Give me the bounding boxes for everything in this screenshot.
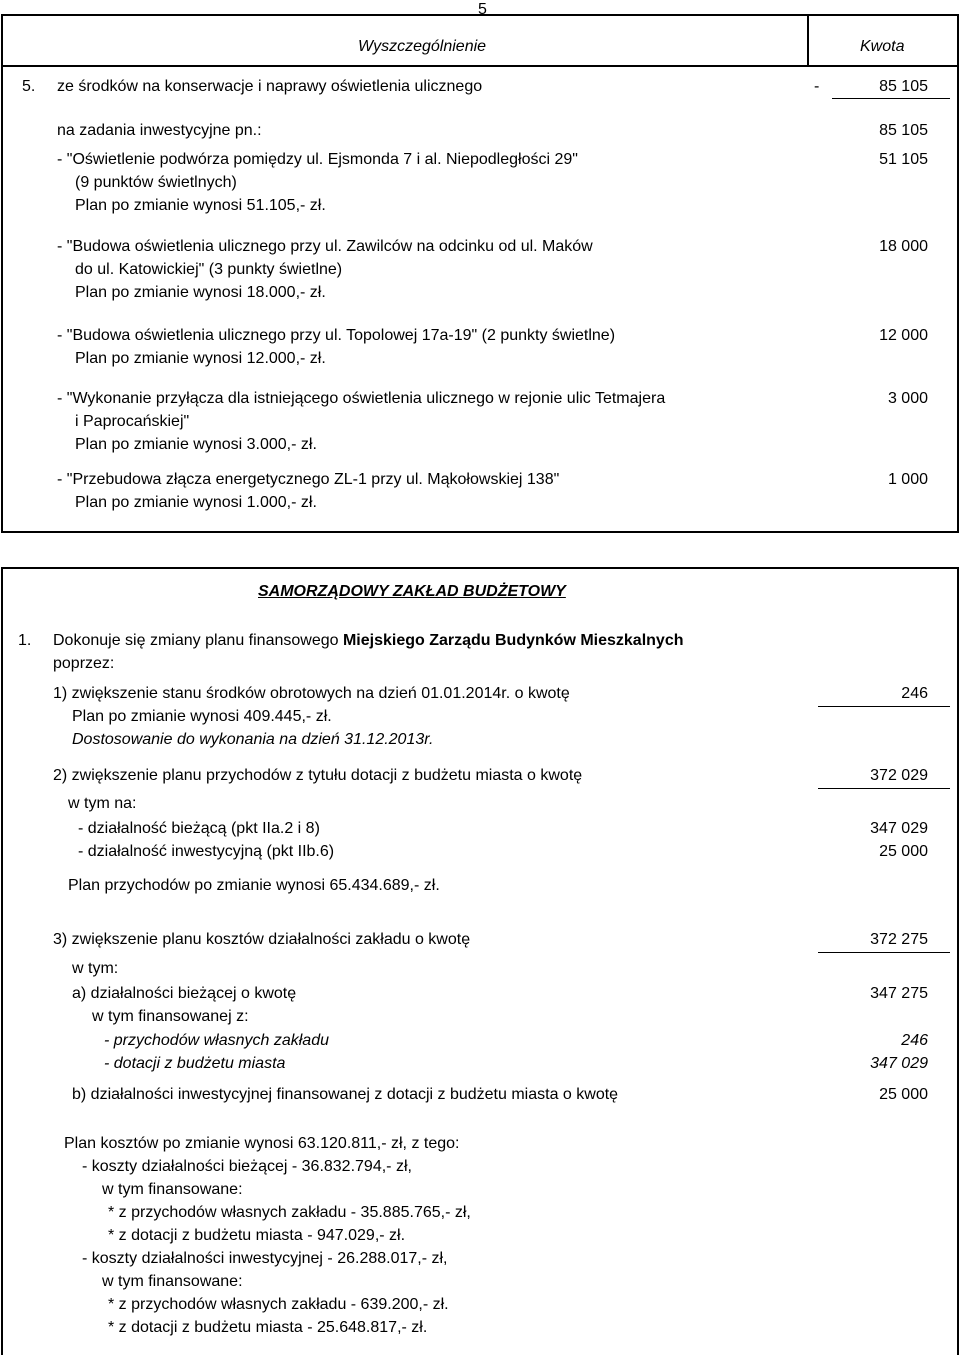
item-line: - "Wykonanie przyłącza dla istniejącego oświetlenia ulicznego w rejonie ulic Tetmajera <box>57 390 666 407</box>
item-line: Plan po zmianie wynosi 3.000,- zł. <box>75 436 317 453</box>
item-line: Plan po zmianie wynosi 1.000,- zł. <box>75 494 317 511</box>
invest-label: na zadania inwestycyjne pn.: <box>57 122 262 139</box>
item-line: i Paprocańskiej" <box>75 413 190 430</box>
p3-b-text: b) działalności inwestycyjnej finansowanej z dotacji z budżetu miasta o kwotę <box>72 1086 619 1103</box>
p3-a2-amount: 347 029 <box>870 1055 928 1072</box>
p3-a1-text: - przychodów własnych zakładu <box>104 1032 329 1049</box>
item-line: - "Przebudowa złącza energetycznego ZL-1 przy ul. Mąkołowskiej 138" <box>57 471 560 488</box>
item-amount: 18 000 <box>879 238 928 255</box>
p3-a-text: a) działalności bieżącej o kwotę <box>72 985 297 1002</box>
section-amount-underline <box>832 98 950 99</box>
item-line: do ul. Katowickiej" (3 punkty świetlne) <box>75 261 343 278</box>
item-line: Plan po zmianie wynosi 51.105,- zł. <box>75 197 326 214</box>
intro-line2: poprzez: <box>53 655 115 672</box>
item-amount: 12 000 <box>879 327 928 344</box>
p3-a-amount: 347 275 <box>870 985 928 1002</box>
item-amount: 1 000 <box>887 471 928 488</box>
paragraph-number: 1. <box>18 632 32 649</box>
item-line: - "Budowa oświetlenia ulicznego przy ul. Zawilców na odcinku od ul. Maków <box>57 238 593 255</box>
p3-a1-amount: 246 <box>901 1032 928 1049</box>
p2-text: 2) zwiększenie planu przychodów z tytułu dotacji z budżetu miasta o kwotę <box>53 767 583 784</box>
intro-prefix: Dokonuje się zmiany planu finansowego <box>53 632 343 649</box>
p2-plan: Plan przychodów po zmianie wynosi 65.434.689,- zł. <box>68 877 440 894</box>
header-description: Wyszczególnienie <box>358 38 487 55</box>
summary-line: * z dotacji z budżetu miasta - 25.648.817,- zł. <box>108 1319 428 1336</box>
p1-text: 1) zwiększenie stanu środków obrotowych na dzień 01.01.2014r. o kwotę <box>53 685 570 702</box>
summary-line: * z przychodów własnych zakładu - 35.885.765,- zł, <box>108 1204 471 1221</box>
page-number: 5 <box>478 1 487 18</box>
item-amount: 51 105 <box>879 151 928 168</box>
section-title: ze środków na konserwacje i naprawy oświetlenia ulicznego <box>57 78 483 95</box>
item-line: Plan po zmianie wynosi 18.000,- zł. <box>75 284 326 301</box>
p1-amount: 246 <box>901 685 928 702</box>
table-column-divider <box>807 14 809 66</box>
item-line: - "Budowa oświetlenia ulicznego przy ul. Topolowej 17a-19" (2 punkty świetlne) <box>57 327 616 344</box>
table-header-divider <box>1 65 959 67</box>
p1-note: Dostosowanie do wykonania na dzień 31.12.2013r. <box>72 731 434 748</box>
p3-amount: 372 275 <box>870 931 928 948</box>
summary-line: Plan kosztów po zmianie wynosi 63.120.811,- zł, z tego: <box>64 1135 460 1152</box>
header-amount: Kwota <box>860 38 905 55</box>
item-amount: 3 000 <box>887 390 928 407</box>
p3-b-amount: 25 000 <box>879 1086 928 1103</box>
p3-text: 3) zwiększenie planu kosztów działalności zakładu o kwotę <box>53 931 471 948</box>
p3-a-sub: w tym finansowanej z: <box>92 1008 249 1025</box>
invest-amount: 85 105 <box>879 122 928 139</box>
section-dash: - <box>814 78 820 95</box>
p2-b-text: - działalność inwestycyjną (pkt IIb.6) <box>78 843 335 860</box>
summary-line: w tym finansowane: <box>102 1181 243 1198</box>
p1-plan: Plan po zmianie wynosi 409.445,- zł. <box>72 708 332 725</box>
samorzad-title: SAMORZĄDOWY ZAKŁAD BUDŻETOWY <box>258 583 566 600</box>
p3-wtym: w tym: <box>72 960 119 977</box>
summary-line: - koszty działalności inwestycyjnej - 26.288.017,- zł, <box>82 1250 448 1267</box>
p2-wtym: w tym na: <box>68 795 137 812</box>
item-line: - "Oświetlenie podwórza pomiędzy ul. Ejsmonda 7 i al. Niepodległości 29" <box>57 151 578 168</box>
p3-a2-text: - dotacji z budżetu miasta <box>104 1055 286 1072</box>
p1-amount-underline <box>818 706 950 707</box>
summary-line: * z przychodów własnych zakładu - 639.200,- zł. <box>108 1296 449 1313</box>
p2-b-amount: 25 000 <box>879 843 928 860</box>
intro-text <box>53 631 683 651</box>
section-amount: 85 105 <box>879 78 928 95</box>
p2-a-text: - działalność bieżącą (pkt IIa.2 i 8) <box>78 820 320 837</box>
summary-line: w tym finansowane: <box>102 1273 243 1290</box>
summary-line: - koszty działalności bieżącej - 36.832.794,- zł, <box>82 1158 412 1175</box>
institution-name: Miejskiego Zarządu Budynków Mieszkalnych <box>342 632 684 649</box>
p2-a-amount: 347 029 <box>870 820 928 837</box>
p2-amount: 372 029 <box>870 767 928 784</box>
item-line: Plan po zmianie wynosi 12.000,- zł. <box>75 350 326 367</box>
section-number: 5. <box>22 78 36 95</box>
p3-amount-underline <box>818 952 950 953</box>
p2-amount-underline <box>818 788 950 789</box>
item-line: (9 punktów świetlnych) <box>75 174 237 191</box>
summary-line: * z dotacji z budżetu miasta - 947.029,- zł. <box>108 1227 406 1244</box>
